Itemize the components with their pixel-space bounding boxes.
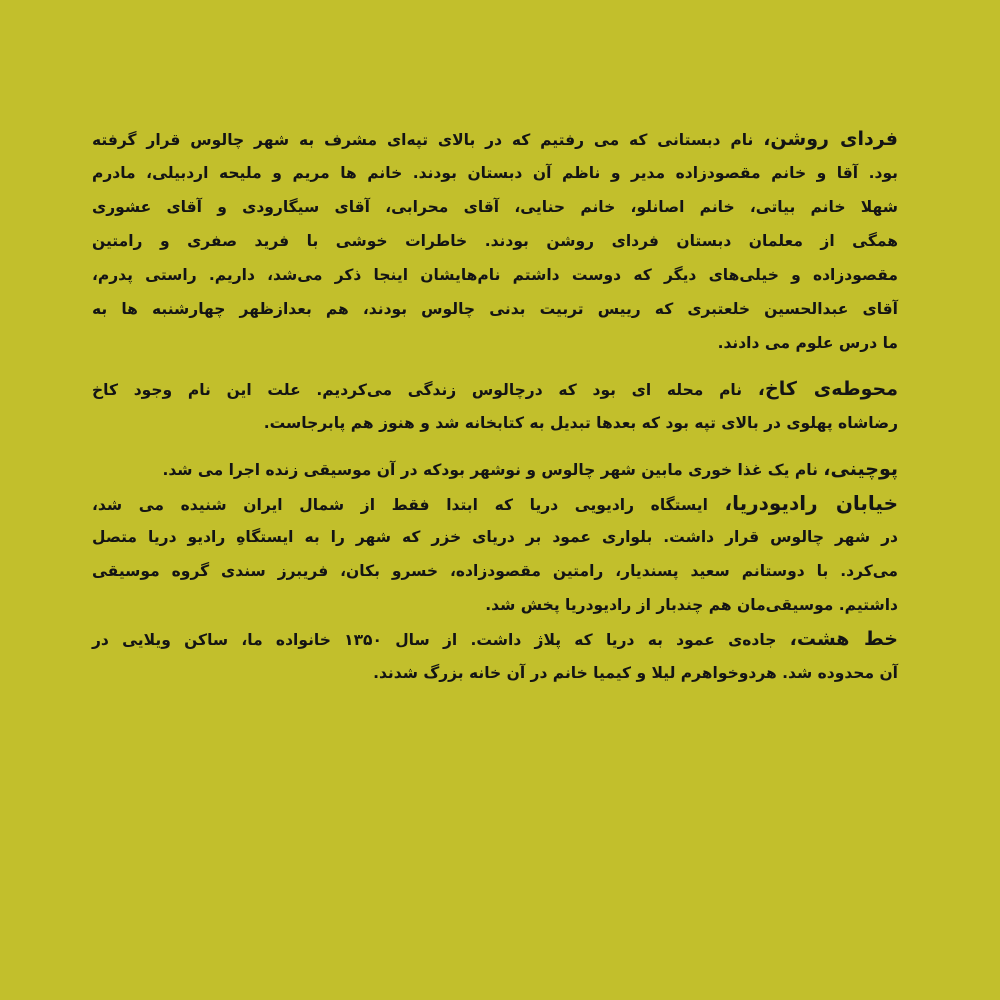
text-block bbox=[92, 122, 898, 690]
text-line: آن محدوده شد. هردوخواهرم لیلا و کیمیا خانم در آن خانه بزرگ شدند. bbox=[373, 664, 898, 682]
paragraph-fardaye-roshan bbox=[92, 122, 898, 360]
text-span: ایستگاه رادیویی دریا که ابتدا فقط از شمال ایران شنیده می شد، bbox=[92, 496, 725, 514]
text-line: می‌کرد. با دوستانم سعید پسندیار، رامتین مقصودزاده، خسرو بکان، فریبرز سندی گروه موسیقی bbox=[92, 562, 898, 580]
text-line bbox=[92, 622, 898, 656]
text-span: نام دبستانی که می رفتیم که در بالای تپه‌ای مشرف به شهر چالوس قرار گرفته bbox=[92, 131, 764, 149]
text-line: در شهر چالوس قرار داشت. بلواری عمود بر دریای خزر که شهر را به ایستگاهِ رادیو دریا متصل bbox=[92, 528, 898, 546]
term-heading: محوطه‌ی کاخ، bbox=[757, 378, 898, 400]
text-line bbox=[92, 122, 898, 156]
text-span: نام یک غذا خوری مابین شهر چالوس و نوشهر بودکه در آن موسیقی زنده اجرا می شد. bbox=[162, 461, 824, 479]
paragraph-mohavateye-kakh bbox=[92, 372, 898, 440]
paragraph-puccini bbox=[92, 452, 898, 486]
text-line bbox=[92, 486, 898, 520]
term-heading: خط هشت، bbox=[789, 628, 898, 650]
text-line: مقصودزاده و خیلی‌های دیگر که دوست داشتم نام‌هایشان اینجا ذکر می‌شد، داریم. راستی پدرم، bbox=[92, 266, 898, 284]
paragraph-gap bbox=[92, 360, 898, 372]
text-line: داشتیم. موسیقی‌مان هم چندبار از رادیودریا پخش شد. bbox=[485, 596, 898, 614]
term-heading: فردای روشن، bbox=[763, 128, 898, 150]
text-line: شهلا خانم بیاتی، خانم اصانلو، خانم حنایی، آقای محرابی، آقای سیگارودی و آقای عشوری bbox=[92, 198, 898, 216]
term-heading: خیابان رادیودریا، bbox=[724, 491, 898, 515]
paragraph-gap bbox=[92, 440, 898, 452]
text-line: ما درس علوم می دادند. bbox=[717, 334, 898, 352]
term-heading: پوچینی، bbox=[823, 458, 898, 480]
text-line: بود. آقا و خانم مقصودزاده مدیر و ناظم آن دبستان بودند. خانم ها مریم و ملیحه اردبیلی، مادرم bbox=[92, 164, 898, 182]
text-line: رضاشاه پهلوی در بالای تپه بود که بعدها تبدیل به کتابخانه شد و هنوز هم پابرجاست. bbox=[263, 414, 898, 432]
text-line: آقای عبدالحسین خلعتبری که رییس تربیت بدنی چالوس بودند، هم بعدازظهر چهارشنبه ها به bbox=[92, 300, 898, 318]
text-line bbox=[92, 372, 898, 406]
paragraph-radio-darya-street bbox=[92, 486, 898, 622]
text-line bbox=[92, 452, 898, 486]
text-span: نام محله ای بود که درچالوس زندگی می‌کردیم. علت این نام وجود کاخ bbox=[92, 381, 758, 399]
text-line: همگی از معلمان دبستان فردای روشن بودند. خاطرات خوشی با فرید صفری و رامتین bbox=[92, 232, 898, 250]
text-span: جاده‌ی عمود به دریا که پلاژ داشت. از سال ۱۳۵۰ خانواده ما، ساکن ویلایی در bbox=[92, 631, 790, 649]
paragraph-khat-hasht bbox=[92, 622, 898, 690]
